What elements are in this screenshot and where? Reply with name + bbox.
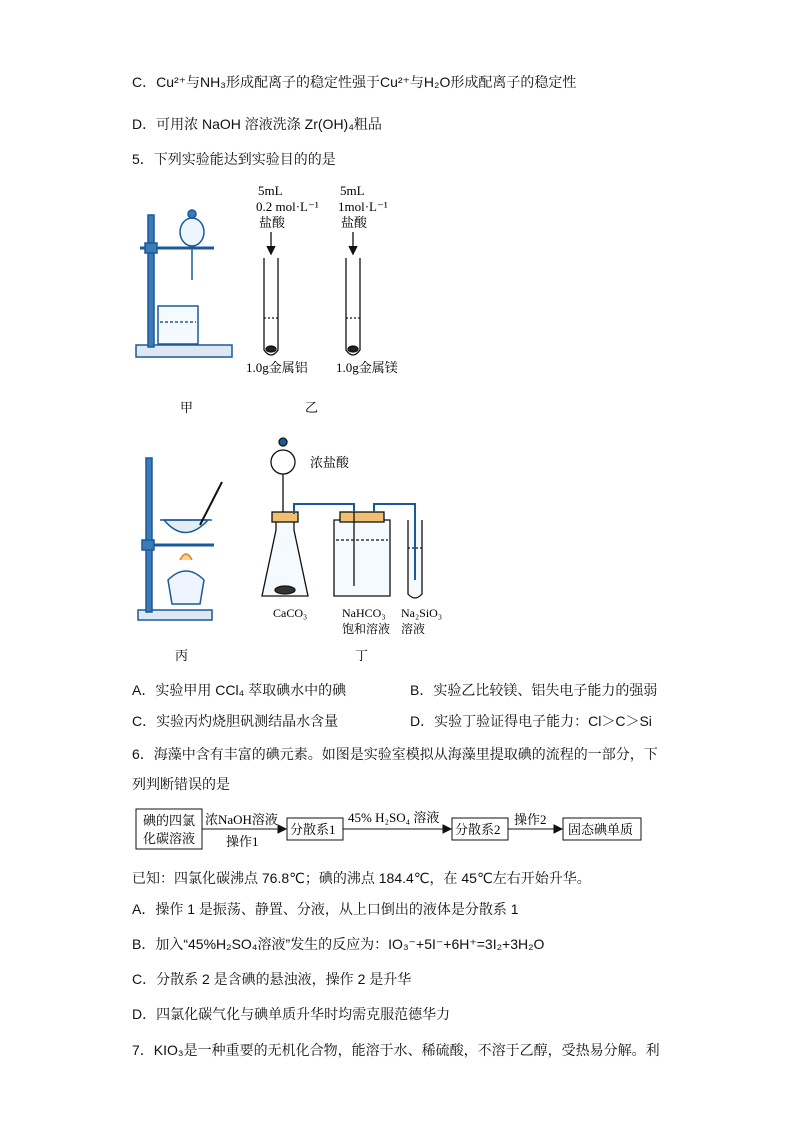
caco3-label: CaCO₃ [273, 606, 308, 620]
figure-jia-apparatus [136, 210, 232, 357]
tube1-volume: 5mL [258, 183, 283, 198]
flow-box2: 分散系1 [290, 822, 336, 837]
flow-box1-line2: 化碳溶液 [143, 831, 196, 846]
flow-box3: 分散系2 [455, 822, 501, 837]
flow-arrow3-operation: 操作2 [514, 812, 547, 827]
q6-known: 已知：四氯化碳沸点 76.8℃；碘的沸点 184.4℃，在 45℃左右开始升华。 [132, 870, 591, 886]
q6-option-d: D．四氯化碳气化与碘单质升华时均需克服范德华力 [132, 1006, 451, 1022]
figure-yi-apparatus [264, 232, 360, 355]
flow-arrow1-reagent: 浓NaOH溶液 [205, 812, 278, 827]
q6-stem-line2: 列判断错误的是 [132, 776, 230, 792]
q7-stem: 7．KIO₃是一种重要的无机化合物，能溶于水、稀硫酸，不溶于乙醇，受热易分解。利 [132, 1042, 660, 1058]
q6-option-c: C．分散系 2 是含碘的悬浊液，操作 2 是升华 [132, 971, 412, 987]
tube1-metal: 1.0g金属铝 [246, 360, 308, 375]
figure-ding-label: 丁 [355, 648, 369, 663]
q5-option-a: A．实验甲用 CCl₄ 萃取碘水中的碘 [132, 682, 347, 698]
flow-arrow2-reagent: 45% H₂SO₄ 溶液 [348, 810, 440, 825]
tube2-acid: 盐酸 [341, 215, 368, 230]
q6-option-a: A．操作 1 是振荡、静置、分液，从上口倒出的液体是分散系 1 [132, 901, 519, 917]
q4-option-d: D．可用浓 NaOH 溶液洗涤 Zr(OH)₄粗品 [132, 116, 382, 132]
q5-option-c: C．实验丙灼烧胆矾测结晶水含量 [132, 713, 339, 729]
tube2-metal: 1.0g金属镁 [336, 360, 398, 375]
q6-option-b: B．加入“45%H₂SO₄溶液”发生的反应为：IO₃⁻+5I⁻+6H⁺=3I₂+3H₂O [132, 936, 545, 952]
tube2-volume: 5mL [340, 183, 365, 198]
tube1-acid: 盐酸 [259, 215, 286, 230]
figure-jia-label: 甲 [180, 400, 194, 415]
q5-stem: 5．下列实验能达到实验目的的是 [132, 151, 336, 167]
flow-arrow1-operation: 操作1 [226, 834, 259, 849]
conc-hcl-label: 浓盐酸 [310, 455, 350, 470]
q5-option-b: B．实验乙比较镁、铝失电子能力的强弱 [410, 682, 658, 698]
nahco3-label-2: 饱和溶液 [342, 622, 391, 636]
q5-option-d: D．实验丁验证得电子能力：Cl＞C＞Si [410, 713, 652, 729]
flow-box4: 固态碘单质 [568, 822, 634, 837]
q6-stem-line1: 6．海藻中含有丰富的碘元素。如图是实验室模拟从海藻里提取碘的流程的一部分，下 [132, 746, 658, 762]
figure-bing-label: 丙 [175, 648, 189, 663]
na2sio3-label-2: 溶液 [401, 622, 426, 636]
figure-bing-apparatus [138, 458, 222, 620]
tube1-concentration: 0.2 mol·L⁻¹ [256, 199, 319, 214]
na2sio3-label: Na₂SiO₃ [401, 606, 443, 620]
q4-option-c: C．Cu²⁺与NH₃形成配离子的稳定性强于Cu²⁺与H₂O形成配离子的稳定性 [132, 74, 577, 90]
nahco3-label: NaHCO₃ [342, 606, 386, 620]
tube2-concentration: 1mol·L⁻¹ [338, 199, 388, 214]
flow-box1-line1: 碘的四氯 [143, 813, 196, 828]
figure-yi-label: 乙 [305, 400, 319, 415]
